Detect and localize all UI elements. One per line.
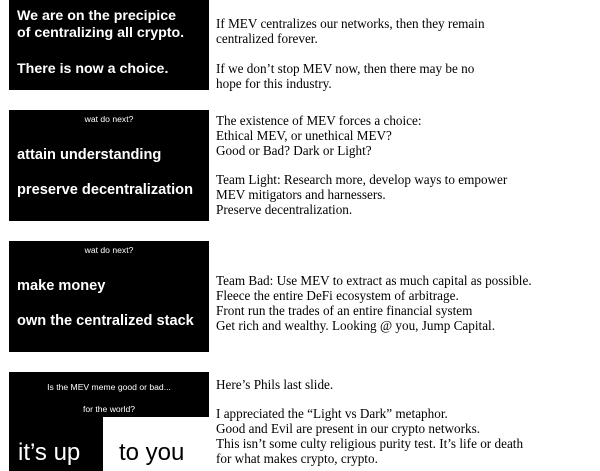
note-line: hope for this industry. — [216, 76, 332, 91]
slide-kicker: wat do next? — [84, 245, 134, 255]
note-line: Team Light: Research more, develop ways to empower — [216, 172, 508, 187]
slide-text-line: We are on the precipice — [17, 8, 177, 24]
note-line: for what makes crypto, crypto. — [216, 451, 378, 466]
note-line: Get rich and wealthy. Looking @ you, Jump Capital. — [216, 318, 496, 333]
slide-kicker: wat do next? — [84, 114, 134, 124]
its-up-text: it’s up — [18, 439, 81, 466]
note-line: Fleece the entire DeFi ecosystem of arbitrage. — [216, 288, 459, 303]
slide-kicker: Is the MEV meme good or bad... — [47, 382, 171, 392]
note-line: If MEV centralizes our networks, then they remain — [216, 16, 485, 31]
option-attain-understanding: attain understanding — [17, 147, 162, 163]
slide-text-line: There is now a choice. — [17, 61, 169, 77]
slide-wat-do-next-bad — [9, 241, 209, 352]
note-line: Preserve decentralization. — [216, 202, 353, 217]
note-line: Front run the trades of an entire financial system — [216, 303, 473, 318]
option-preserve-decentralization: preserve decentralization — [17, 182, 194, 198]
note-line: Good or Bad? Dark or Light? — [216, 143, 372, 158]
note-line: Ethical MEV, or unethical MEV? — [216, 128, 392, 143]
slide-text-line: of centralizing all crypto. — [17, 25, 185, 41]
note-line: Good and Evil are present in our crypto networks. — [216, 421, 481, 436]
note-line: centralized forever. — [216, 31, 318, 46]
slide-wat-do-next-light — [9, 110, 209, 221]
note-line: MEV mitigators and harnessers. — [216, 187, 386, 202]
note-line: If we don’t stop MEV now, then there may be no — [216, 61, 475, 76]
note-line: This isn’t some culty religious purity test. It’s life or death — [216, 436, 524, 451]
slide-up-to-you — [9, 372, 209, 471]
note-line: Here’s Phils last slide. — [216, 377, 334, 392]
note-line: I appreciated the “Light vs Dark” metaphor. — [216, 406, 448, 421]
slide-kicker: for the world? — [82, 404, 136, 414]
slide-precipice — [9, 0, 209, 90]
note-line: The existence of MEV forces a choice: — [216, 113, 422, 128]
option-make-money: make money — [17, 278, 106, 294]
option-own-centralized-stack: own the centralized stack — [17, 313, 194, 329]
to-you-text: to you — [119, 439, 185, 466]
note-line: Team Bad: Use MEV to extract as much capital as possible. — [216, 273, 532, 288]
to-you-panel — [103, 417, 209, 471]
